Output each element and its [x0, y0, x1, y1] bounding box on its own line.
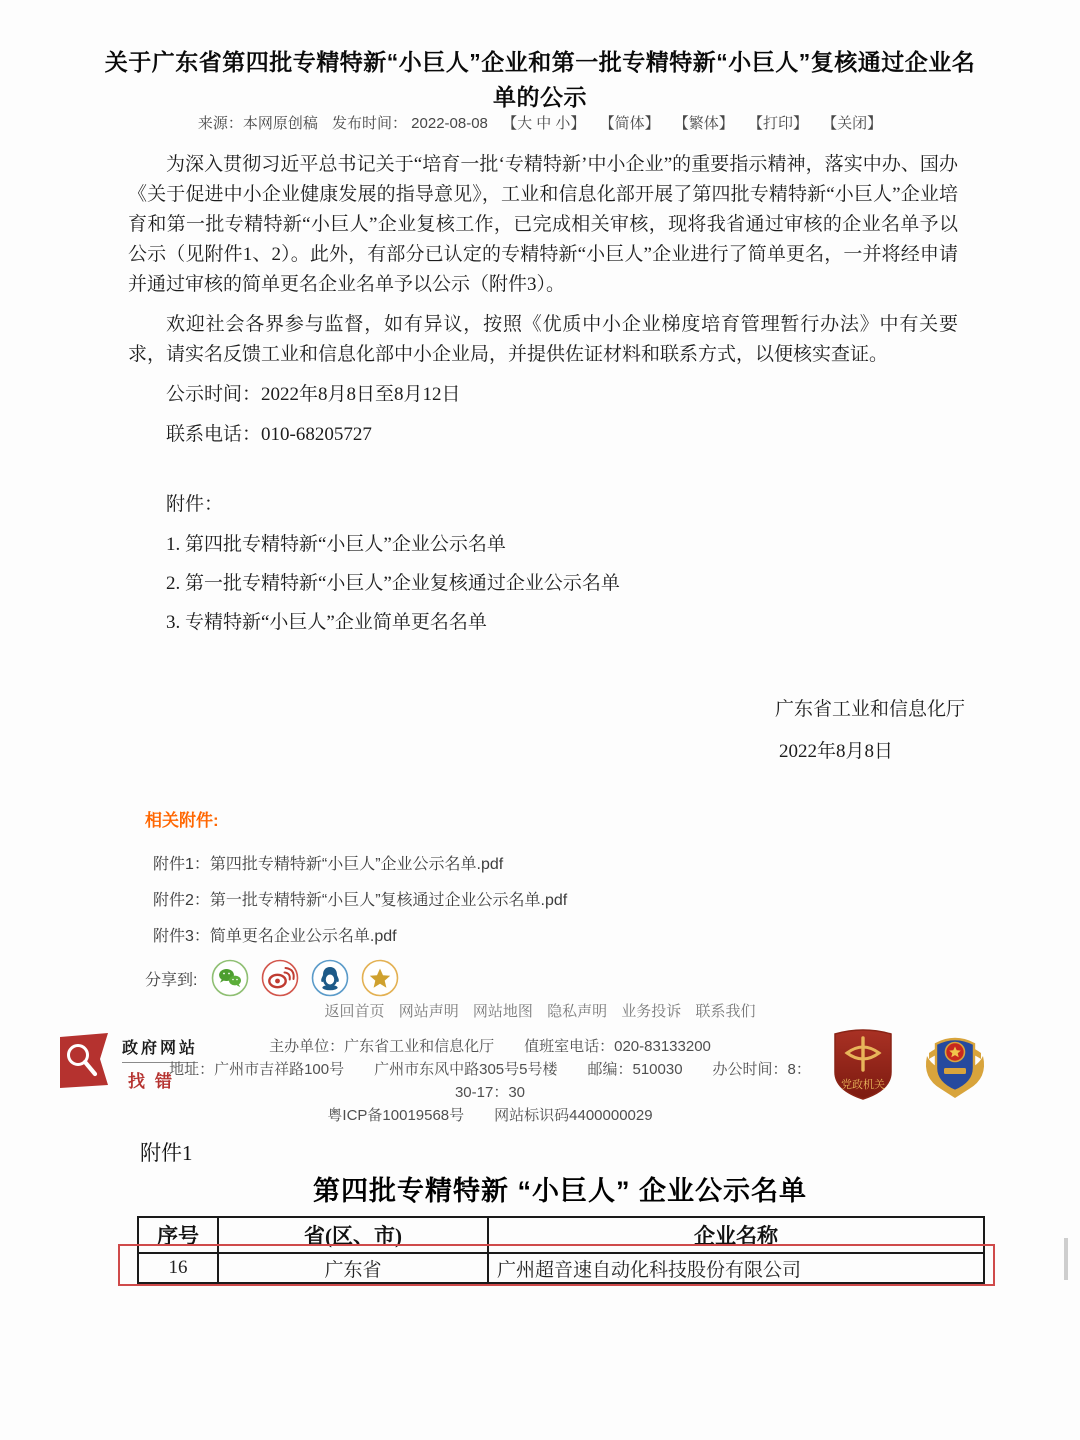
annex-label: 附件1: [140, 1141, 193, 1165]
svg-text:党政机关: 党政机关: [841, 1079, 885, 1091]
footer-link-home[interactable]: 返回首页: [324, 1003, 385, 1020]
footer-info-address: 地址：广州市吉祥路100号 广州市东风中路305号5号楼 邮编：510030 办公时间：8：30-17：30: [169, 1061, 811, 1101]
issue-date: 2022年8月8日: [778, 741, 893, 762]
article-body: [128, 150, 958, 647]
simplified-button[interactable]: 【简体】: [599, 115, 660, 132]
attachment-item-2: 2. 第一批专精特新“小巨人”企业复核通过企业公示名单: [166, 573, 620, 594]
contact-phone: 联系电话：010-68205727: [166, 424, 372, 445]
footer-link-privacy[interactable]: 隐私声明: [547, 1003, 608, 1020]
weibo-icon[interactable]: [261, 959, 299, 997]
issuing-authority: 广东省工业和信息化厅: [774, 699, 965, 720]
cell-serial-no: 16: [138, 1253, 218, 1283]
qzone-star-icon[interactable]: [361, 959, 399, 997]
wechat-icon[interactable]: [211, 959, 249, 997]
header-serial-no: 序号: [138, 1217, 218, 1253]
header-company-name: 企业名称: [488, 1217, 984, 1253]
close-button[interactable]: 【关闭】: [822, 115, 883, 132]
footer-link-contact[interactable]: 联系我们: [695, 1003, 756, 1020]
font-size-buttons[interactable]: 【大 中 小】: [502, 115, 586, 132]
error-logo-line1: 政府网站: [122, 1035, 198, 1063]
attachment-item-1: 1. 第四批专精特新“小巨人”企业公示名单: [166, 534, 506, 555]
publicity-period: 公示时间：2022年8月8日至8月12日: [166, 384, 461, 405]
print-button[interactable]: 【打印】: [747, 115, 808, 132]
footer-link-sitemap[interactable]: 网站地图: [472, 1003, 533, 1020]
scan-edge-artifact: [1064, 1238, 1068, 1280]
magnifier-flag-icon: [58, 1032, 114, 1095]
annex-preview: [0, 1140, 1080, 1284]
article-meta: [0, 112, 1080, 133]
related-attachments-title: 相关附件:: [145, 811, 219, 830]
qq-icon[interactable]: [311, 959, 349, 997]
related-attachment-link-1[interactable]: 附件1：第四批专精特新“小巨人”企业公示名单.pdf: [153, 856, 504, 873]
annex-table-title: 第四批专精特新 “小巨人” 企业公示名单: [312, 1176, 807, 1206]
annex-table: [137, 1216, 985, 1284]
header-province: 省(区、市): [218, 1217, 488, 1253]
page-title: 关于广东省第四批专精特新“小巨人”企业和第一批专精特新“小巨人”复核通过企业名单的公示: [104, 49, 976, 111]
attachment-item-3: 3. 专精特新“小巨人”企业简单更名名单: [166, 612, 487, 633]
cyber-police-badge-icon[interactable]: [920, 1026, 990, 1107]
paragraph-1: 为深入贯彻习近平总书记关于“培育一批‘专精特新’中小企业”的重要指示精神，落实中办、国办《关于促进中小企业健康发展的指导意见》，工业和信息化部开展了第四批专精特新“小巨人”企业培育和第一批专精特新“小巨人”企业复核工作，已完成相关审核，现将我省通过审核的企业名单予以公示（见附件1、2）。此外，有部分已认定的专精特新“小巨人”企业进行了简单更名，一并将经申请并通过审核的简单更名企业名单予以公示（附件3）。: [128, 154, 958, 295]
cell-province: 广东省: [218, 1253, 488, 1283]
publish-date: 发布时间： 2022-08-08: [332, 115, 488, 132]
paragraph-2: 欢迎社会各界参与监督，如有异议，按照《优质中小企业梯度培育管理暂行办法》中有关要求，请实名反馈工业和信息化部中小企业局，并提供佐证材料和联系方式，以便核实查证。: [128, 314, 958, 365]
table-row: [138, 1253, 984, 1283]
error-logo-line2: 找错: [128, 1072, 182, 1091]
share-row: [145, 959, 567, 997]
footer-link-complaint[interactable]: 业务投诉: [621, 1003, 682, 1020]
footer-info-icp: 粤ICP备10019568号 网站标识码4400000029: [327, 1107, 653, 1124]
related-attachment-link-3[interactable]: 附件3：简单更名企业公示名单.pdf: [153, 928, 397, 945]
footer-nav: [0, 1000, 1080, 1021]
cell-company-name: 广州超音速自动化科技股份有限公司: [488, 1253, 984, 1283]
table-header-row: [138, 1217, 984, 1253]
share-label: 分享到:: [145, 971, 198, 989]
related-attachment-link-2[interactable]: 附件2：第一批专精特新“小巨人”复核通过企业公示名单.pdf: [153, 892, 568, 909]
footer-info-host: 主办单位：广东省工业和信息化厅 值班室电话：020-83133200: [269, 1038, 711, 1055]
footer-badges: [830, 1026, 990, 1107]
source-label: 来源：本网原创稿: [197, 115, 318, 132]
related-attachments-section: [145, 806, 567, 997]
party-government-badge-icon[interactable]: [830, 1026, 896, 1107]
footer-link-statement[interactable]: 网站声明: [398, 1003, 459, 1020]
attachments-label: 附件：: [166, 494, 224, 515]
traditional-button[interactable]: 【繁体】: [673, 115, 734, 132]
footer-info: [165, 1035, 815, 1127]
